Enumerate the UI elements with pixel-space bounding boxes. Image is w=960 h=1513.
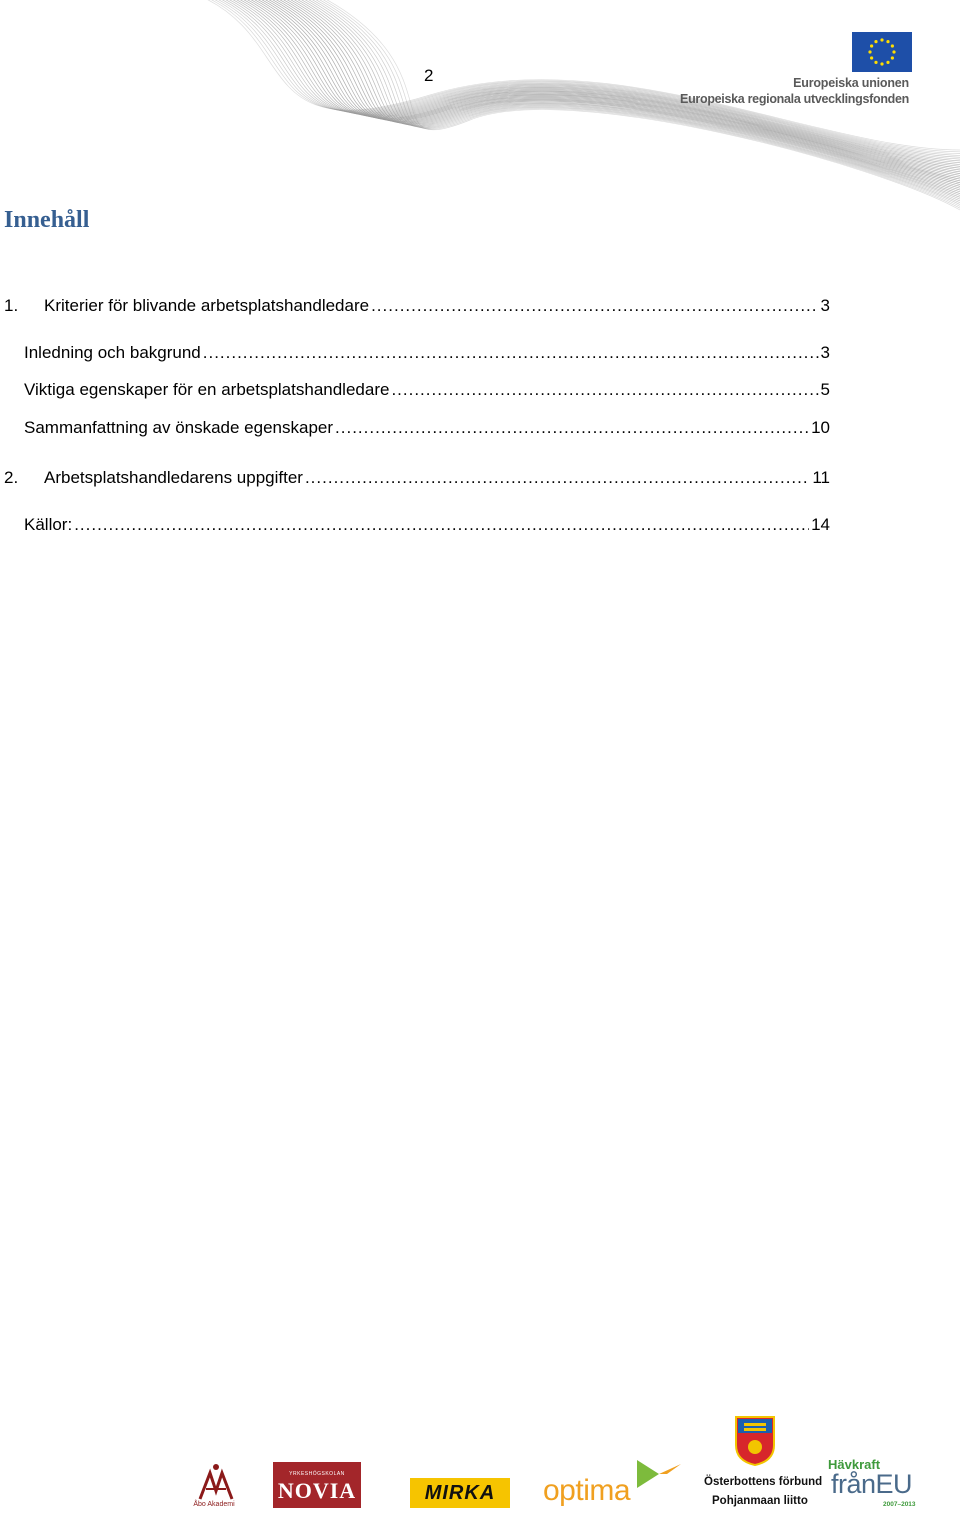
coat-of-arms-icon: [734, 1415, 776, 1467]
page-number: 2: [424, 66, 434, 85]
toc-entry-title: Arbetsplatshandledarens uppgifter: [44, 468, 303, 487]
optima-name: optima: [543, 1474, 631, 1507]
eu-star: [892, 50, 895, 53]
eu-star: [886, 61, 889, 64]
eu-star: [870, 56, 873, 59]
toc-entry-page: 3: [820, 296, 830, 315]
toc-leader-dots: [371, 296, 818, 316]
toc-leader-dots: [203, 343, 819, 363]
toc-heading: Innehåll: [4, 207, 90, 233]
toc-entry[interactable]: [4, 296, 830, 318]
toc-entry-page: 10: [811, 418, 830, 437]
toc-entry-page: 11: [812, 468, 830, 487]
eu-star: [891, 44, 894, 47]
mirka-logo: [410, 1478, 510, 1508]
eu-logo-line2: Europeiska regionala utvecklingsfonden: [680, 92, 909, 106]
toc-entry-page: 14: [811, 515, 830, 534]
toc-entry-title: Sammanfattning av önskade egenskaper: [24, 418, 334, 437]
toc-leader-dots: [335, 418, 809, 438]
havkraft-years: 2007–2013: [883, 1501, 916, 1508]
toc-entry-number: 1.: [4, 296, 19, 315]
toc-entry[interactable]: [24, 418, 830, 440]
optima-logo: [543, 1460, 683, 1510]
abo-akademi-logo-icon: [192, 1463, 240, 1501]
osterbottens-forbund-name-sv: Österbottens förbund: [704, 1476, 823, 1488]
havkraft-fran-eu-logo: [827, 1457, 927, 1513]
eu-logo: [680, 30, 942, 110]
toc-leader-dots: [74, 515, 809, 535]
toc-entry[interactable]: [24, 380, 830, 402]
toc-entry-page: 5: [820, 380, 830, 399]
toc-entry[interactable]: [24, 515, 830, 537]
novia-name: NOVIA: [277, 1478, 357, 1503]
toc-entry-number: 2.: [4, 468, 19, 487]
eu-star: [880, 62, 883, 65]
toc-leader-dots: [305, 468, 810, 488]
optima-arrow-icon: [637, 1460, 681, 1490]
footer-logos: [0, 1405, 960, 1513]
toc-leader-dots: [391, 380, 818, 400]
eu-star: [868, 50, 871, 53]
toc-entry[interactable]: [4, 468, 830, 490]
toc-entry-title: Kriterier för blivande arbetsplatshandledare: [44, 296, 370, 315]
havkraft-name: Hävkraft: [828, 1457, 881, 1472]
havkraft-fran-eu: frånEU: [831, 1469, 913, 1499]
eu-star: [880, 38, 883, 41]
toc-entry-title: Viktiga egenskaper för en arbetsplatshandledare: [24, 380, 390, 399]
osterbottens-forbund-name-fi: Pohjanmaan liitto: [712, 1495, 808, 1507]
novia-subtitle: YRKESHÖGSKOLAN: [289, 1471, 345, 1477]
toc-entry[interactable]: [24, 343, 830, 365]
eu-star: [886, 40, 889, 43]
eu-star: [870, 44, 873, 47]
eu-logo-line1: Europeiska unionen: [793, 76, 909, 90]
toc-entry-title: Inledning och bakgrund: [24, 343, 201, 362]
eu-star: [874, 40, 877, 43]
eu-flag-icon: [852, 32, 912, 72]
abo-akademi-name: Åbo Akademi: [193, 1501, 235, 1508]
novia-logo: [273, 1462, 361, 1508]
abo-akademi-logo: [192, 1463, 240, 1511]
toc-entry-title: Källor:: [24, 515, 73, 534]
eu-star: [891, 56, 894, 59]
osterbottens-forbund-logo: [700, 1415, 823, 1513]
mirka-name: MIRKA: [424, 1481, 496, 1504]
toc-entry-page: 3: [820, 343, 830, 362]
eu-star: [874, 61, 877, 64]
